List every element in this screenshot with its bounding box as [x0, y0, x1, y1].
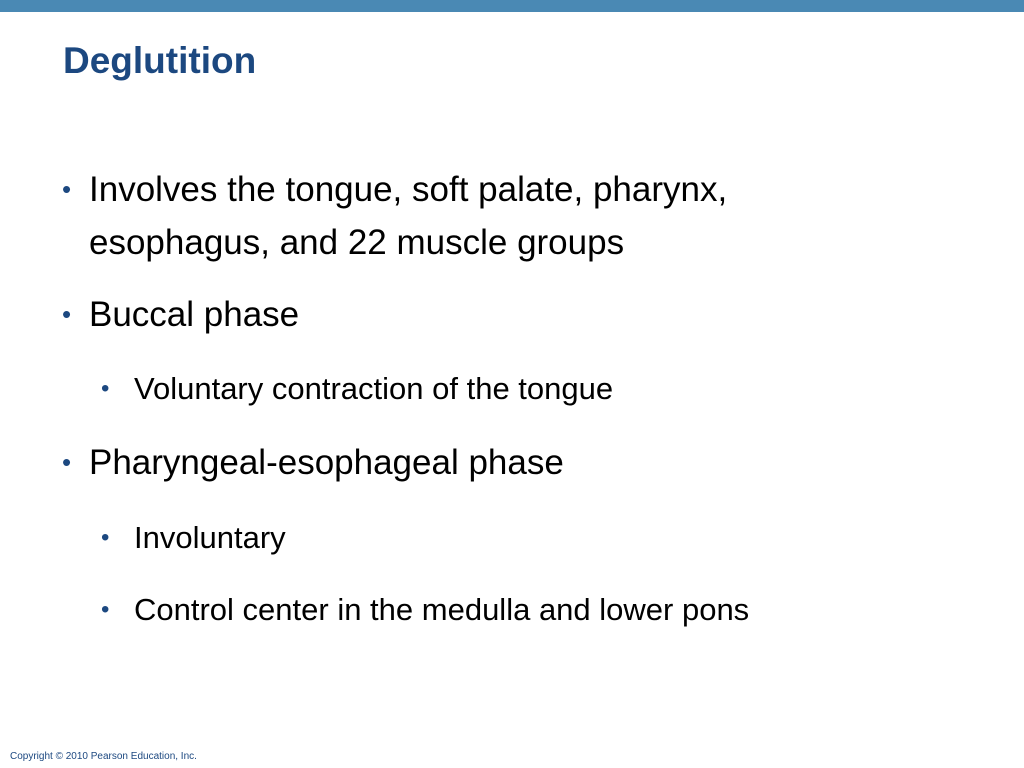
bullet-item-buccal-phase: [62, 288, 300, 341]
bullet-text-line: esophagus, and 22 muscle groups: [89, 223, 625, 262]
bullet-text-line: Pharyngeal-esophageal phase: [89, 443, 564, 482]
bullet-item-involves: [62, 163, 728, 269]
sub-bullet-item-voluntary: [101, 369, 614, 409]
sub-bullet-dot-icon: •: [101, 375, 110, 402]
bullet-dot-icon: •: [62, 447, 72, 477]
bullet-dot-icon: •: [62, 174, 72, 204]
copyright-footer: Copyright © 2010 Pearson Education, Inc.: [10, 751, 197, 762]
sub-bullet-dot-icon: •: [101, 596, 110, 623]
bullet-text-line: Buccal phase: [89, 295, 300, 334]
bullet-item-pharyngeal-phase: [62, 436, 564, 489]
slide-title: Deglutition: [63, 40, 257, 81]
sub-bullet-dot-icon: •: [101, 524, 110, 551]
bullet-text-line: Voluntary contraction of the tongue: [134, 371, 614, 406]
bullet-dot-icon: •: [62, 299, 72, 329]
bullet-text-line: Involves the tongue, soft palate, pharynx,: [89, 170, 728, 209]
sub-bullet-item-involuntary: [101, 518, 286, 558]
sub-bullet-item-control-center: [101, 590, 750, 630]
bullet-text-line: Involuntary: [134, 520, 286, 555]
bullet-text-line: Control center in the medulla and lower pons: [134, 592, 750, 627]
